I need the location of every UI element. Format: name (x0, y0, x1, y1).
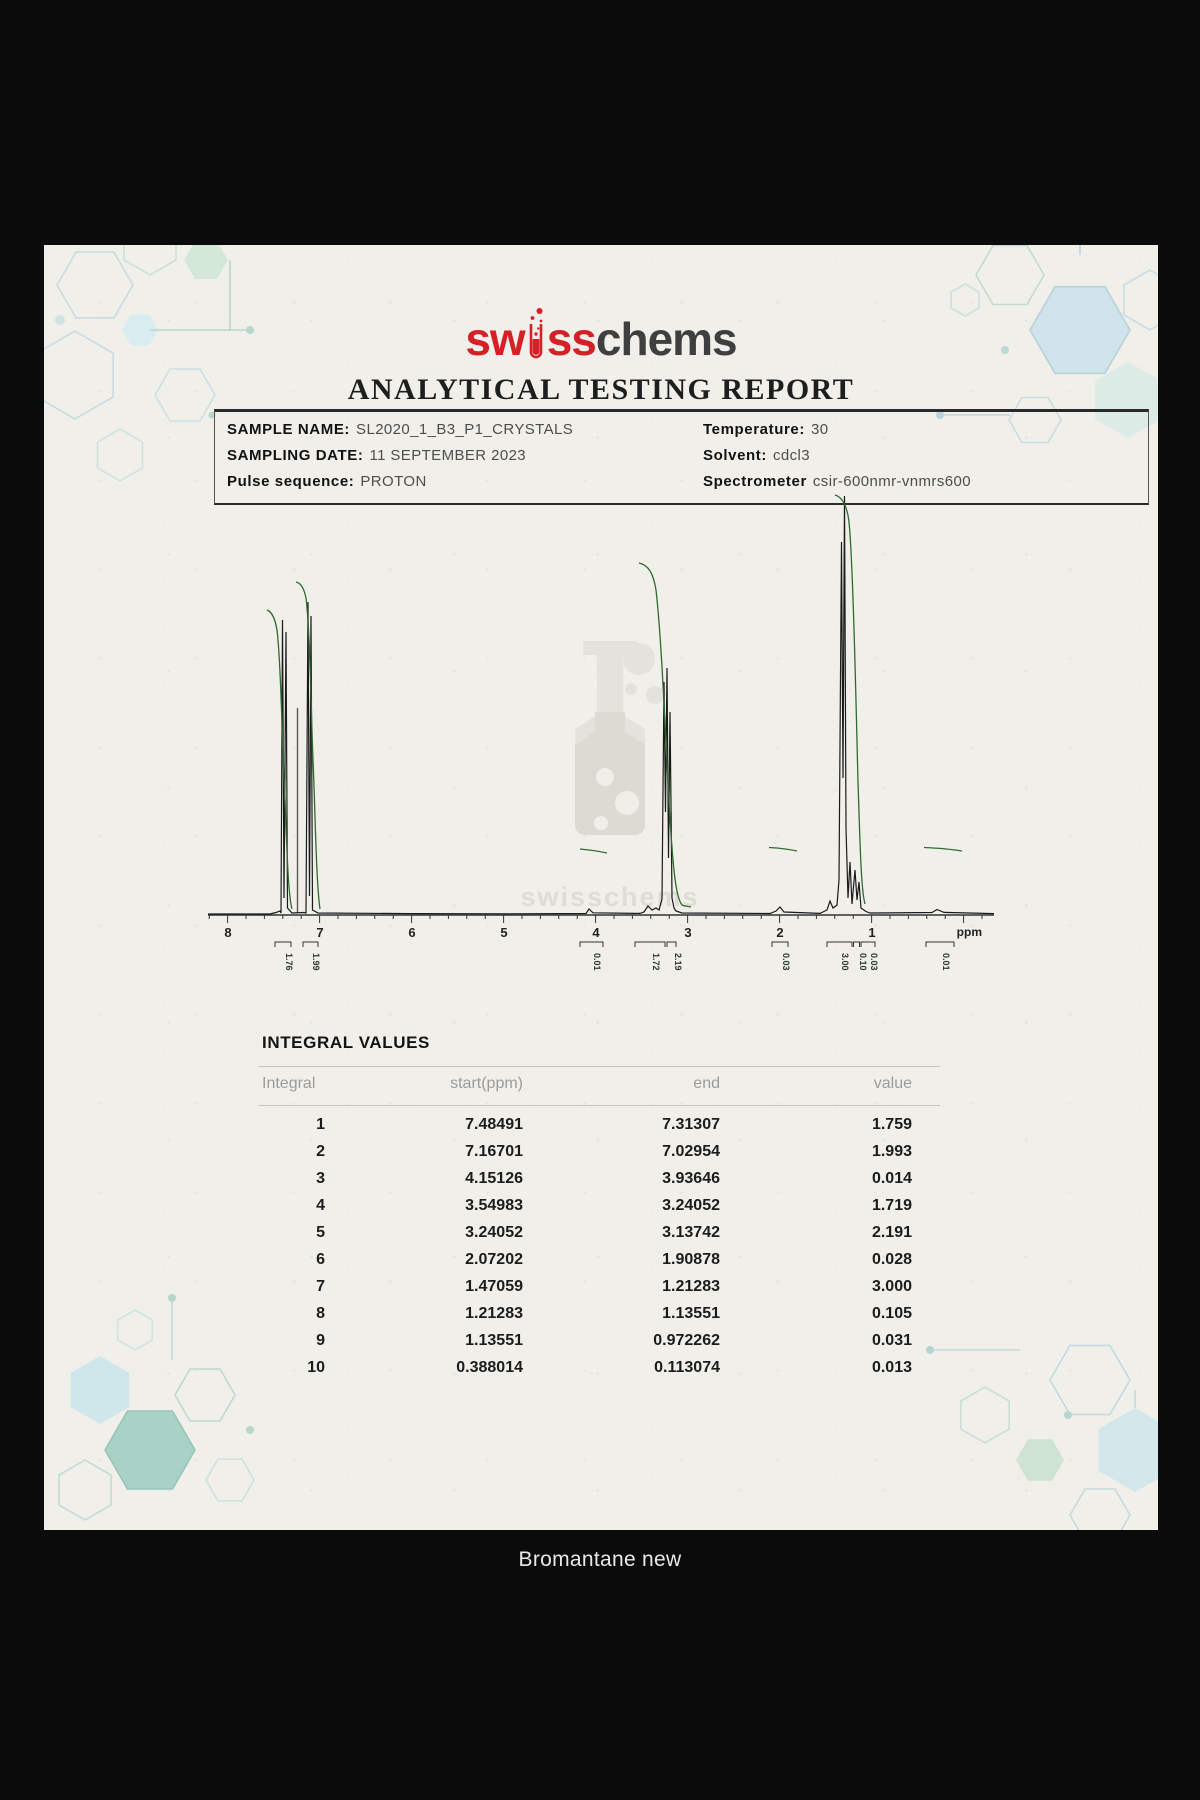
integral-cell: 3 (316, 1170, 325, 1187)
table-row (258, 1192, 912, 1219)
column-header-start: start(ppm) (450, 1075, 523, 1092)
hexagon-decoration (71, 1356, 130, 1424)
start-cell: 7.16701 (465, 1143, 523, 1160)
axis-unit-label: ppm (956, 925, 982, 939)
column-header-value: value (873, 1075, 912, 1092)
hexagon-decoration (206, 1459, 254, 1501)
integral-label: 0.03 (869, 953, 879, 971)
value-cell: 0.014 (871, 1170, 912, 1187)
hexagon-decoration (976, 246, 1044, 305)
tick-label: 5 (500, 925, 508, 940)
value-cell: 1.719 (871, 1197, 912, 1214)
page-caption: Bromantane new (518, 1548, 682, 1571)
info-row (215, 417, 1148, 443)
field-value: 30 (810, 421, 829, 438)
table-row (258, 1219, 912, 1246)
table-row (258, 1246, 912, 1273)
integral-label: 2.19 (673, 953, 683, 971)
integral-label: 3.00 (840, 953, 850, 971)
hexagon-decoration (926, 1346, 934, 1354)
field-label: SAMPLE NAME: (227, 421, 351, 438)
field-value: cdcl3 (772, 447, 811, 464)
logo-text-sw: sw (465, 313, 525, 365)
integral-cell: 10 (307, 1359, 325, 1376)
start-cell: 3.24052 (465, 1224, 523, 1241)
hexagon-decoration (1016, 1439, 1064, 1481)
nmr-spectrum (170, 480, 1030, 1020)
value-cell: 1.993 (871, 1143, 912, 1160)
hexagon-decoration (168, 1294, 176, 1302)
field-sample-name (215, 417, 691, 443)
field-label: Spectrometer (703, 473, 807, 490)
start-cell: 1.47059 (465, 1278, 523, 1295)
start-cell: 1.13551 (465, 1332, 523, 1349)
table-row (258, 1165, 912, 1192)
column-header-end: end (693, 1075, 720, 1092)
start-cell: 3.54983 (465, 1197, 523, 1214)
end-cell: 1.90878 (662, 1251, 720, 1268)
column-header-integral: Integral (262, 1075, 316, 1092)
integral-cell: 6 (316, 1251, 325, 1268)
table-row (258, 1138, 912, 1165)
integral-cell: 4 (316, 1197, 325, 1214)
tick-label: 6 (408, 925, 416, 940)
field-label: Solvent: (703, 447, 767, 464)
hexagon-decoration (961, 1387, 1009, 1443)
integral-brackets (275, 942, 954, 947)
report-paper (44, 245, 1158, 1530)
field-value: PROTON (360, 473, 427, 490)
integral-label: 1.99 (311, 953, 321, 971)
hexagon-decoration (59, 1460, 111, 1520)
integral-label: 0.01 (592, 953, 602, 971)
test-tube-icon (526, 307, 546, 363)
integral-cell: 2 (316, 1143, 325, 1160)
logo-text-chems: chems (595, 313, 737, 365)
hexagon-decoration (246, 1426, 254, 1434)
end-cell: 7.31307 (662, 1116, 720, 1133)
table-row (258, 1354, 912, 1381)
end-cell: 0.113074 (654, 1359, 720, 1376)
end-cell: 0.972262 (653, 1332, 720, 1349)
watermark-text: swisschems (520, 882, 700, 912)
integral-curves (267, 495, 962, 909)
hexagon-decoration (1064, 1411, 1072, 1419)
value-cell: 0.031 (871, 1332, 912, 1349)
value-cell: 2.191 (871, 1224, 912, 1241)
hexagon-decoration (118, 1310, 153, 1350)
hexagon-decoration (1070, 1489, 1130, 1530)
table-heading: INTEGRAL VALUES (262, 1033, 430, 1052)
tick-label: 2 (776, 925, 784, 940)
end-cell: 3.93646 (662, 1170, 720, 1187)
field-sampling-date (215, 443, 691, 469)
integral-cell: 8 (316, 1305, 325, 1322)
start-cell: 7.48491 (465, 1116, 523, 1133)
integral-table-rows (258, 1111, 912, 1381)
integral-cell: 5 (316, 1224, 325, 1241)
tick-label: 8 (224, 925, 232, 940)
logo-text-ss: ss (546, 313, 596, 365)
start-cell: 0.388014 (456, 1359, 523, 1376)
field-value: 11 SEPTEMBER 2023 (369, 447, 527, 464)
value-cell: 1.759 (871, 1116, 912, 1133)
end-cell: 1.13551 (662, 1305, 720, 1322)
start-cell: 1.21283 (465, 1305, 523, 1322)
hexagon-decoration (98, 429, 143, 481)
integral-label: 0.03 (781, 953, 791, 971)
value-cell: 0.105 (871, 1305, 912, 1322)
axis-tick-labels (224, 925, 982, 940)
hexagon-decoration (1099, 1408, 1158, 1492)
integral-cell: 1 (316, 1116, 325, 1133)
hexagon-decoration (124, 245, 176, 275)
end-cell: 1.21283 (662, 1278, 720, 1295)
start-cell: 2.07202 (465, 1251, 523, 1268)
table-row (258, 1327, 912, 1354)
integral-label: 1.72 (651, 953, 661, 971)
integral-cell: 7 (316, 1278, 325, 1295)
tick-label: 7 (316, 925, 324, 940)
table-rule-header (258, 1105, 940, 1106)
field-value: csir-600nmr-vnmrs600 (812, 473, 971, 490)
info-row (215, 443, 1148, 469)
field-solvent (691, 443, 1148, 469)
end-cell: 7.02954 (662, 1143, 720, 1160)
tick-label: 3 (684, 925, 692, 940)
hexagon-decoration (1050, 1345, 1130, 1414)
table-rule-top (258, 1066, 940, 1067)
swisschems-logo (44, 307, 1158, 369)
axis-ticks (209, 915, 982, 923)
end-cell: 3.13742 (662, 1224, 720, 1241)
tick-label: 1 (868, 925, 876, 940)
field-label: SAMPLING DATE: (227, 447, 364, 464)
integral-value-labels (284, 953, 951, 971)
hexagon-decoration (105, 1411, 195, 1489)
field-value: SL2020_1_B3_P1_CRYSTALS (356, 421, 574, 438)
table-row (258, 1300, 912, 1327)
value-cell: 3.000 (871, 1278, 912, 1295)
integral-label: 0.01 (941, 953, 951, 971)
integral-label: 1.76 (284, 953, 294, 971)
hexagon-decoration (184, 245, 228, 279)
field-label: Pulse sequence: (227, 473, 355, 490)
table-row (258, 1111, 912, 1138)
integral-cell: 9 (316, 1332, 325, 1349)
report-title: ANALYTICAL TESTING REPORT (347, 373, 855, 406)
table-row (258, 1273, 912, 1300)
value-cell: 0.028 (871, 1251, 912, 1268)
field-temperature (691, 417, 1148, 443)
hexagon-decoration (175, 1369, 235, 1421)
end-cell: 3.24052 (662, 1197, 720, 1214)
integral-label: 0.10 (858, 953, 868, 971)
start-cell: 4.15126 (465, 1170, 523, 1187)
tick-label: 4 (592, 925, 600, 940)
value-cell: 0.013 (871, 1359, 912, 1376)
field-label: Temperature: (703, 421, 805, 438)
table-header-row (258, 1075, 912, 1093)
